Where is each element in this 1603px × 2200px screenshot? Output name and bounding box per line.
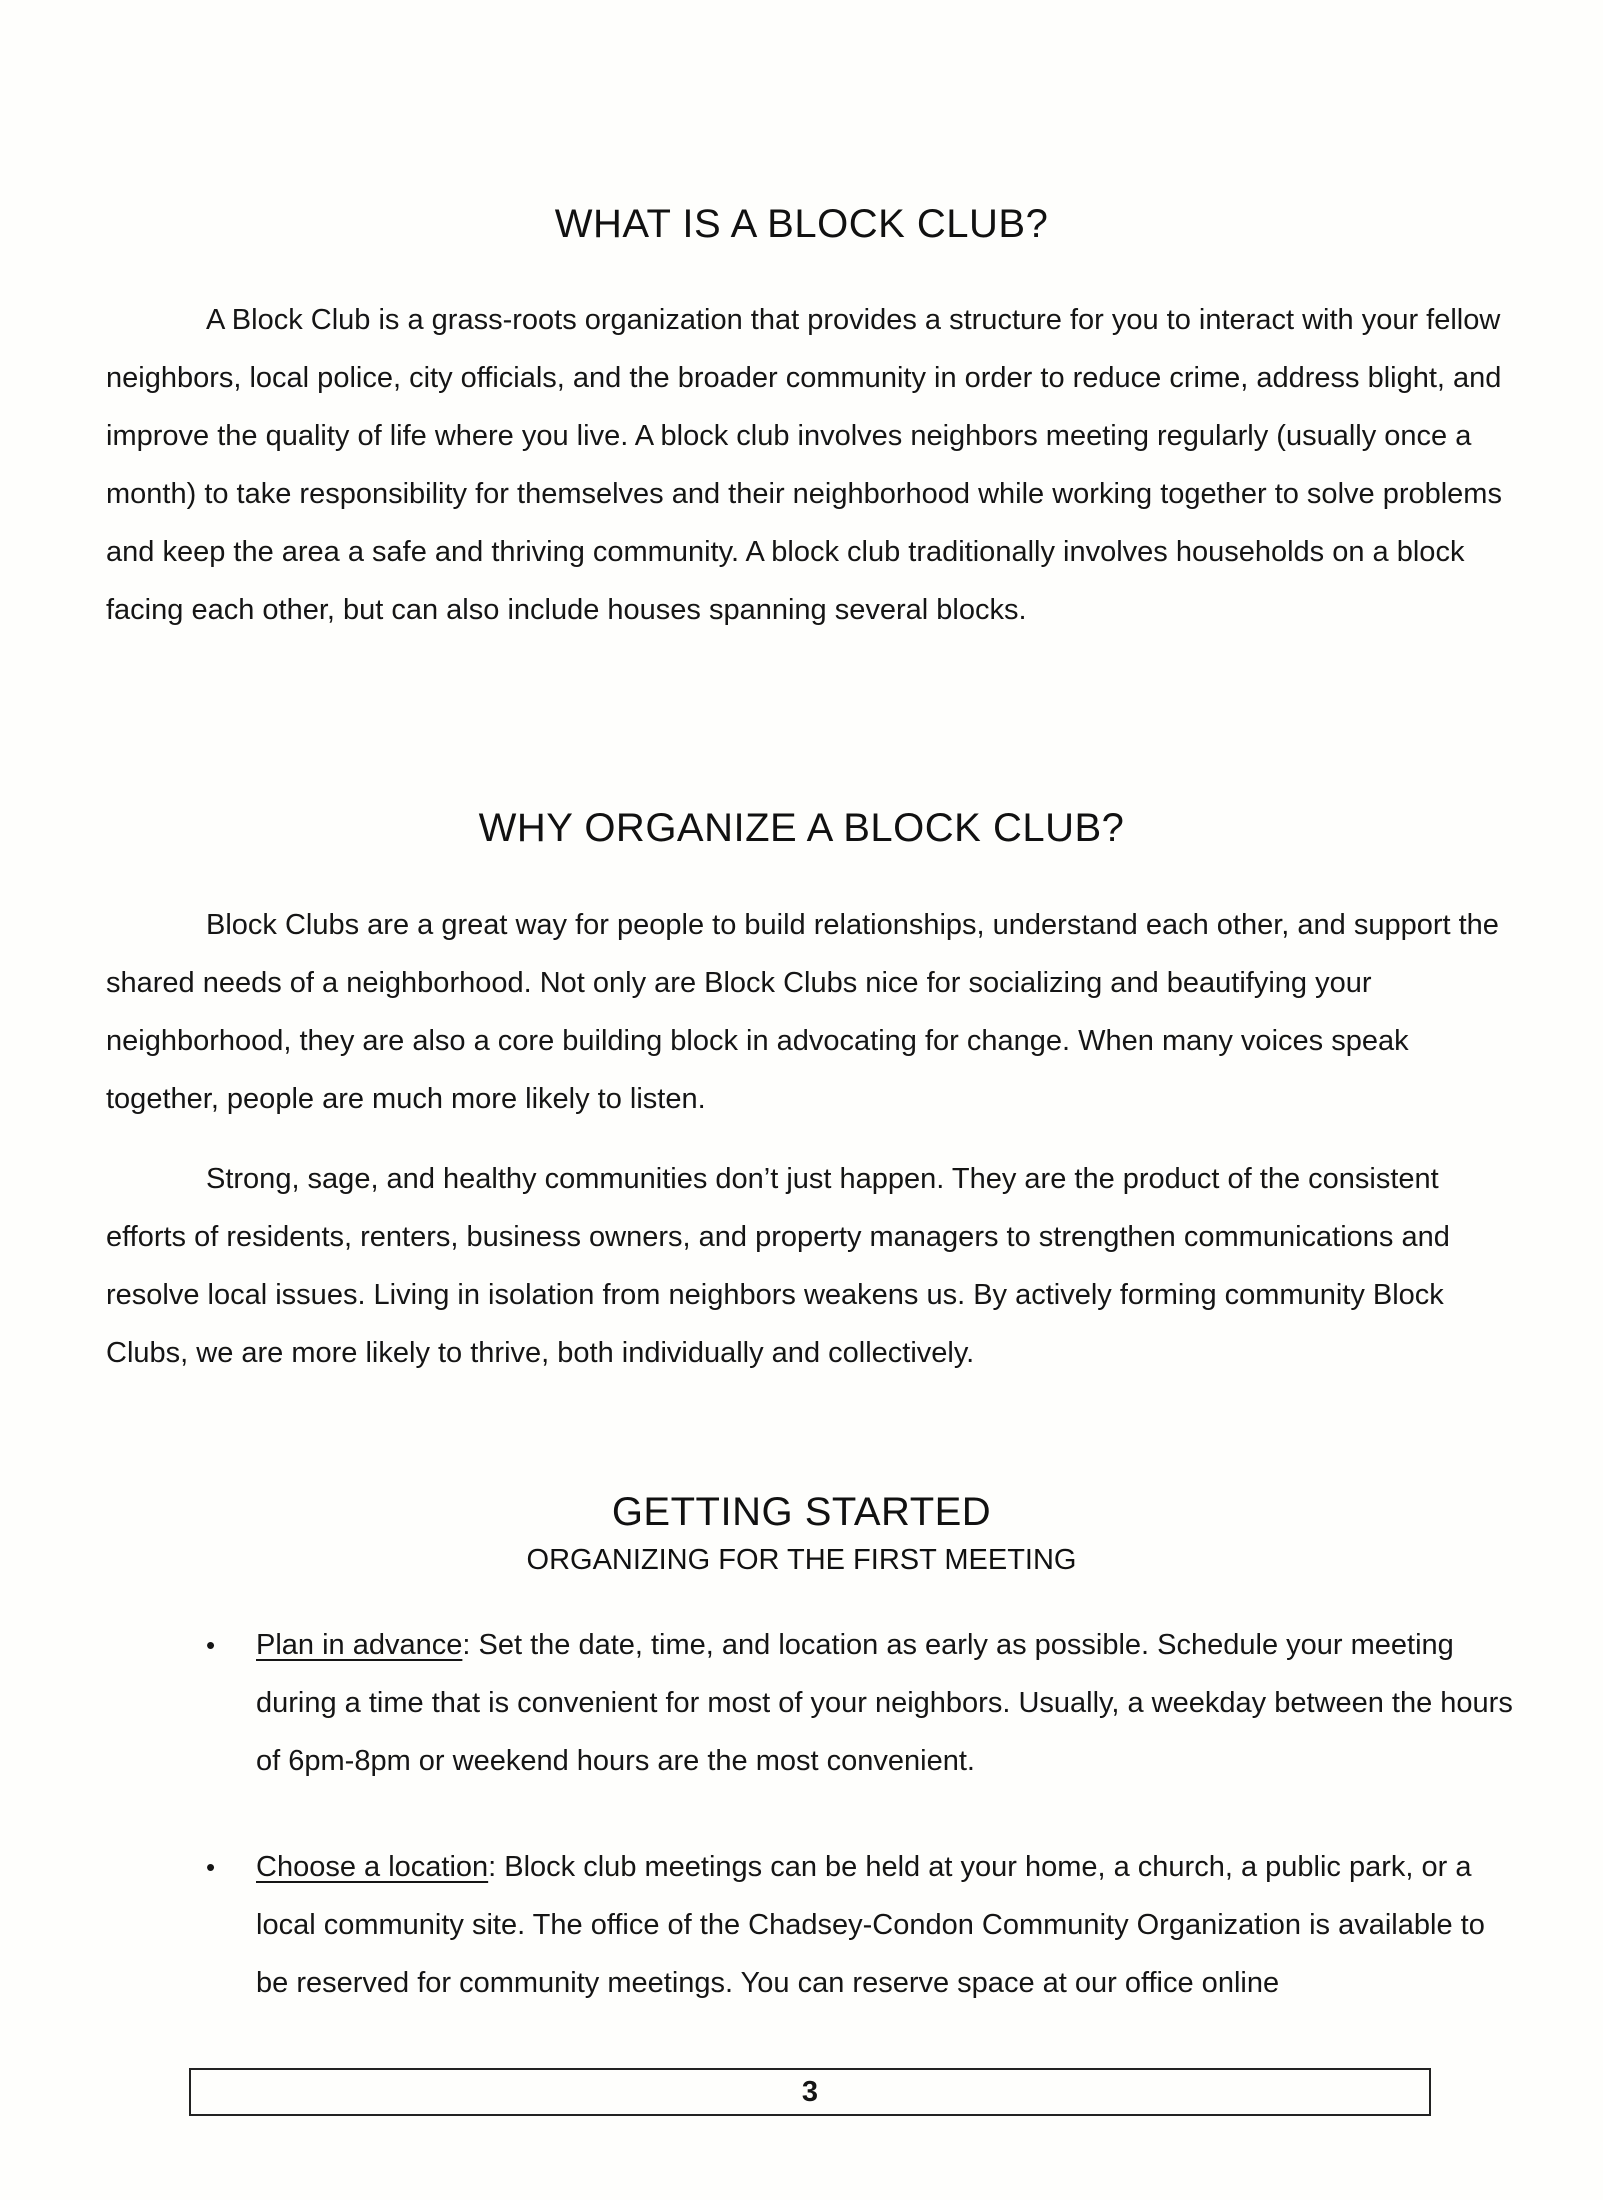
bullet-icon: • xyxy=(206,1852,216,1882)
page-number: 3 xyxy=(801,2076,819,2108)
bullet-body-text: : Block club meetings can be held at your home, a church, a public park, or a local community site. The office of the Chadsey-Condon Community Organization is available to be reserved for community meetings. You can reserve space at our office online xyxy=(256,1851,1485,1999)
bullet-lead-text: Plan in advance xyxy=(256,1629,463,1661)
subheading-organizing-first-meeting: ORGANIZING FOR THE FIRST MEETING xyxy=(526,1544,1077,1576)
paragraph-why-organize-1: Block Clubs are a great way for people to build relationships, understand each other, and support the shared needs of a neighborhood. Not only are Block Clubs nice for socializing and beautifying your neighborhood, they are also a core building block in advocating for change. When many voices speak together, people are much more likely to listen. xyxy=(106,909,1499,1115)
bullet-icon: • xyxy=(206,1630,216,1660)
list-item xyxy=(206,1616,1518,1790)
heading-why-organize: WHY ORGANIZE A BLOCK CLUB? xyxy=(478,806,1125,850)
heading-getting-started: GETTING STARTED xyxy=(611,1490,992,1534)
bullet-lead-text: Choose a location xyxy=(256,1851,489,1883)
paragraph-what-is-block-club: A Block Club is a grass-roots organization that provides a structure for you to interact with your fellow neighbors, local police, city officials, and the broader community in order to reduce crime, address blight, and improve the quality of life where you live. A block club involves neighbors meeting regularly (usually once a month) to take responsibility for themselves and their neighborhood while working together to solve problems and keep the area a safe and thriving community. A block club traditionally involves households on a block facing each other, but can also include houses spanning several blocks. xyxy=(106,304,1502,626)
paragraph-why-organize-2: Strong, sage, and healthy communities don’t just happen. They are the product of the consistent efforts of residents, renters, business owners, and property managers to strengthen communications and resolve local issues. Living in isolation from neighbors weakens us. By actively forming community Block Clubs, we are more likely to thrive, both individually and collectively. xyxy=(106,1163,1450,1369)
heading-what-is-block-club: WHAT IS A BLOCK CLUB? xyxy=(554,202,1049,246)
bullet-body-text: : Set the date, time, and location as early as possible. Schedule your meeting during a time that is convenient for most of your neighbors. Usually, a weekday between the hours of 6pm-8pm or weekend hours are the most convenient. xyxy=(256,1629,1513,1777)
list-item xyxy=(206,1838,1518,2012)
page-number-box xyxy=(189,2068,1431,2116)
